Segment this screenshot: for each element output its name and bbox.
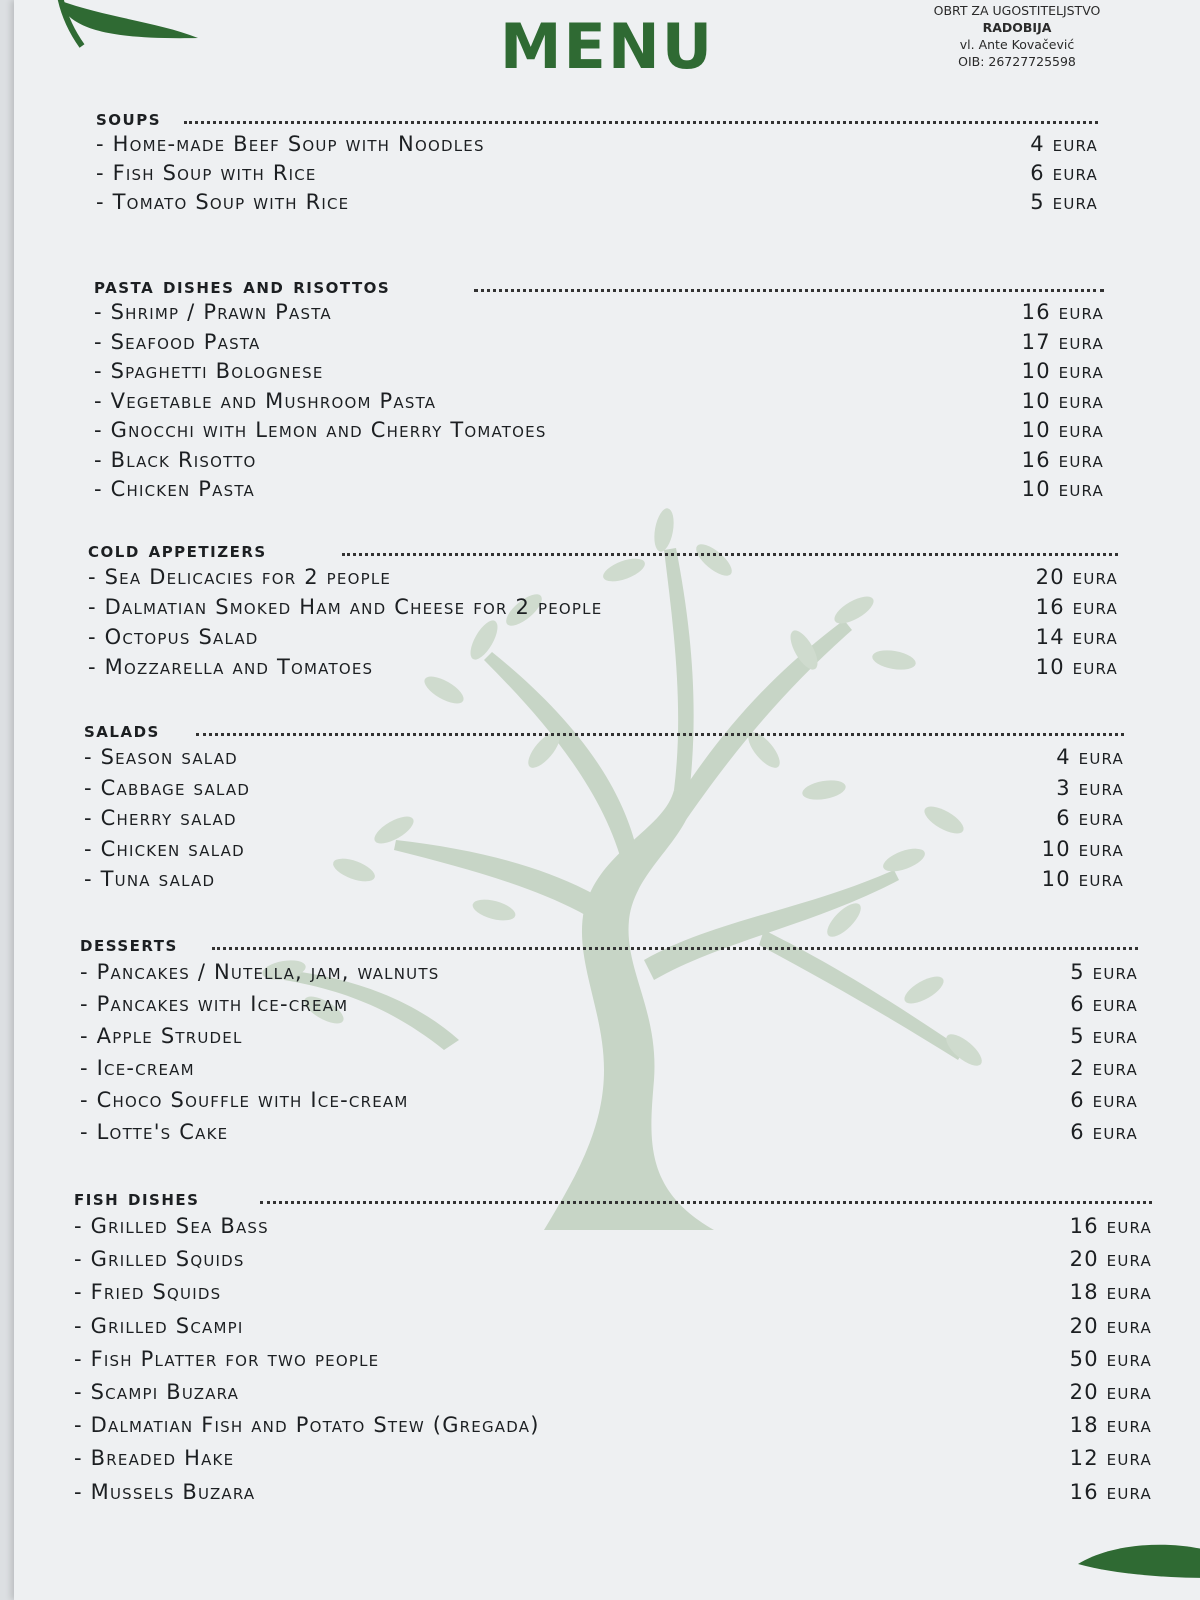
menu-section <box>80 930 1138 1148</box>
item-name: - Gnocchi with Lemon and Cherry Tomatoes <box>94 418 547 442</box>
item-price: 5 eura <box>1070 1024 1138 1048</box>
item-name: - Black Risotto <box>94 448 257 472</box>
section-items <box>80 956 1138 1148</box>
dotted-leader <box>212 947 1138 950</box>
item-name: - Season salad <box>84 745 238 769</box>
section-heading <box>74 1184 1152 1210</box>
menu-item <box>94 328 1104 358</box>
menu-item <box>96 130 1098 159</box>
menu-item <box>94 357 1104 387</box>
section-heading <box>80 930 1138 956</box>
menu-section <box>96 104 1098 217</box>
item-price: 10 eura <box>1041 867 1124 891</box>
menu-item <box>74 1343 1152 1376</box>
item-name: - Pancakes / Nutella, jam, walnuts <box>80 960 439 984</box>
menu-item <box>88 622 1118 652</box>
menu-item <box>84 834 1124 865</box>
item-price: 4 eura <box>1056 745 1124 769</box>
item-name: - Vegetable and Mushroom Pasta <box>94 389 436 413</box>
menu-item <box>74 1442 1152 1475</box>
item-name: - Chicken salad <box>84 837 245 861</box>
section-items <box>88 562 1118 682</box>
item-price: 20 eura <box>1069 1313 1152 1338</box>
menu-item <box>74 1243 1152 1276</box>
leaf-icon <box>1074 1538 1200 1582</box>
section-heading <box>88 536 1118 562</box>
item-name: - Cabbage salad <box>84 776 250 800</box>
item-price: 10 eura <box>1021 359 1104 383</box>
item-name: - Chicken Pasta <box>94 477 255 501</box>
item-price: 16 eura <box>1021 300 1104 324</box>
menu-item <box>96 159 1098 188</box>
item-price: 6 eura <box>1070 992 1138 1016</box>
item-price: 20 eura <box>1069 1379 1152 1404</box>
item-name: - Fried Squids <box>74 1280 221 1304</box>
menu-section <box>88 536 1118 682</box>
item-name: - Tomato Soup with Rice <box>96 190 349 214</box>
item-price: 6 eura <box>1070 1120 1138 1144</box>
item-name: - Home-made Beef Soup with Noodles <box>96 132 485 156</box>
section-items <box>84 742 1124 895</box>
menu-item <box>94 416 1104 446</box>
item-name: - Tuna salad <box>84 867 215 891</box>
item-name: - Mussels Buzara <box>74 1480 255 1504</box>
item-price: 6 eura <box>1070 1088 1138 1112</box>
menu-item <box>94 446 1104 476</box>
dotted-leader <box>196 733 1124 736</box>
item-name: - Breaded Hake <box>74 1446 234 1470</box>
menu-item <box>84 864 1124 895</box>
menu-item <box>80 1020 1138 1052</box>
item-price: 10 eura <box>1035 655 1118 679</box>
menu-item <box>94 387 1104 417</box>
menu-item <box>88 652 1118 682</box>
business-type: OBRT ZA UGOSTITELJSTVO <box>933 3 1101 18</box>
section-title: soups <box>96 106 162 130</box>
item-price: 50 eura <box>1069 1346 1152 1371</box>
item-price: 20 eura <box>1035 565 1118 589</box>
item-name: - Shrimp / Prawn Pasta <box>94 300 332 324</box>
item-price: 20 eura <box>1069 1247 1152 1272</box>
item-price: 10 eura <box>1021 388 1104 413</box>
item-price: 6 eura <box>1056 806 1124 830</box>
item-price: 18 eura <box>1069 1280 1152 1305</box>
dotted-leader <box>260 1201 1152 1204</box>
section-heading <box>84 716 1124 742</box>
menu-item <box>80 1052 1138 1084</box>
item-price: 4 eura <box>1030 132 1098 156</box>
section-items <box>96 130 1098 217</box>
item-name: - Octopus Salad <box>88 625 259 649</box>
item-name: - Spaghetti Bolognese <box>94 359 324 383</box>
menu-item <box>74 1210 1152 1243</box>
menu-section <box>94 272 1104 505</box>
item-name: - Fish Platter for two people <box>74 1347 379 1371</box>
menu-item <box>74 1476 1152 1509</box>
section-items <box>74 1210 1152 1509</box>
item-price: 3 eura <box>1056 775 1124 800</box>
item-price: 5 eura <box>1030 190 1098 214</box>
item-price: 2 eura <box>1070 1056 1138 1080</box>
item-price: 10 eura <box>1021 418 1104 442</box>
item-price: 18 eura <box>1069 1413 1152 1438</box>
menu-item <box>80 1116 1138 1148</box>
item-name: - Seafood Pasta <box>94 330 261 354</box>
item-price: 5 eura <box>1070 960 1138 984</box>
menu-item <box>94 298 1104 328</box>
section-title: fish dishes <box>74 1186 200 1210</box>
item-price: 10 eura <box>1041 836 1124 861</box>
item-name: - Fish Soup with Rice <box>96 161 317 185</box>
menu-page <box>14 0 1200 1600</box>
menu-item <box>74 1276 1152 1309</box>
item-price: 6 eura <box>1030 161 1098 185</box>
item-name: - Lotte's Cake <box>80 1120 228 1144</box>
dotted-leader <box>184 121 1098 124</box>
item-price: 16 eura <box>1069 1214 1152 1238</box>
item-name: - Cherry salad <box>84 806 237 830</box>
section-title: desserts <box>80 932 178 956</box>
item-name: - Scampi Buzara <box>74 1380 239 1404</box>
item-name: - Choco Souffle with Ice-cream <box>80 1088 409 1112</box>
business-owner: vl. Ante Kovačević <box>959 37 1075 52</box>
menu-item <box>80 988 1138 1020</box>
item-price: 10 eura <box>1021 477 1104 501</box>
item-price: 12 eura <box>1069 1446 1152 1471</box>
item-price: 14 eura <box>1035 625 1118 649</box>
item-name: - Pancakes with Ice-cream <box>80 992 348 1016</box>
dotted-leader <box>342 553 1118 556</box>
item-name: - Apple Strudel <box>80 1024 243 1048</box>
section-heading <box>94 272 1104 298</box>
item-name: - Mozzarella and Tomatoes <box>88 655 373 679</box>
dotted-leader <box>474 289 1104 292</box>
item-name: - Grilled Sea Bass <box>74 1214 269 1238</box>
business-info <box>912 2 1122 70</box>
menu-item <box>84 773 1124 804</box>
menu-item <box>80 956 1138 988</box>
menu-item <box>74 1376 1152 1409</box>
section-heading <box>96 104 1098 130</box>
item-name: - Grilled Squids <box>74 1247 245 1271</box>
menu-item <box>84 742 1124 773</box>
menu-item <box>74 1409 1152 1442</box>
menu-item <box>88 562 1118 592</box>
menu-item <box>88 592 1118 622</box>
item-price: 16 eura <box>1021 447 1104 472</box>
menu-item <box>80 1084 1138 1116</box>
section-title: cold appetizers <box>88 538 267 562</box>
menu-item <box>96 188 1098 217</box>
item-name: - Sea Delicacies for 2 people <box>88 565 391 589</box>
menu-item <box>84 803 1124 834</box>
item-price: 16 eura <box>1035 595 1118 619</box>
business-name: RADOBIJA <box>982 20 1052 35</box>
item-name: - Grilled Scampi <box>74 1314 243 1338</box>
business-oib: OIB: 26727725598 <box>958 54 1076 69</box>
menu-item <box>74 1310 1152 1343</box>
section-items <box>94 298 1104 505</box>
item-name: - Ice-cream <box>80 1056 195 1080</box>
item-price: 16 eura <box>1069 1479 1152 1504</box>
section-title: salads <box>84 718 160 742</box>
menu-title: MENU <box>499 10 715 83</box>
item-name: - Dalmatian Fish and Potato Stew (Gregada) <box>74 1413 540 1437</box>
section-title: pasta dishes and risottos <box>94 274 391 298</box>
item-name: - Dalmatian Smoked Ham and Cheese for 2 people <box>88 595 602 619</box>
menu-section <box>84 716 1124 895</box>
item-price: 17 eura <box>1021 329 1104 354</box>
menu-item <box>94 475 1104 505</box>
menu-section <box>74 1184 1152 1509</box>
